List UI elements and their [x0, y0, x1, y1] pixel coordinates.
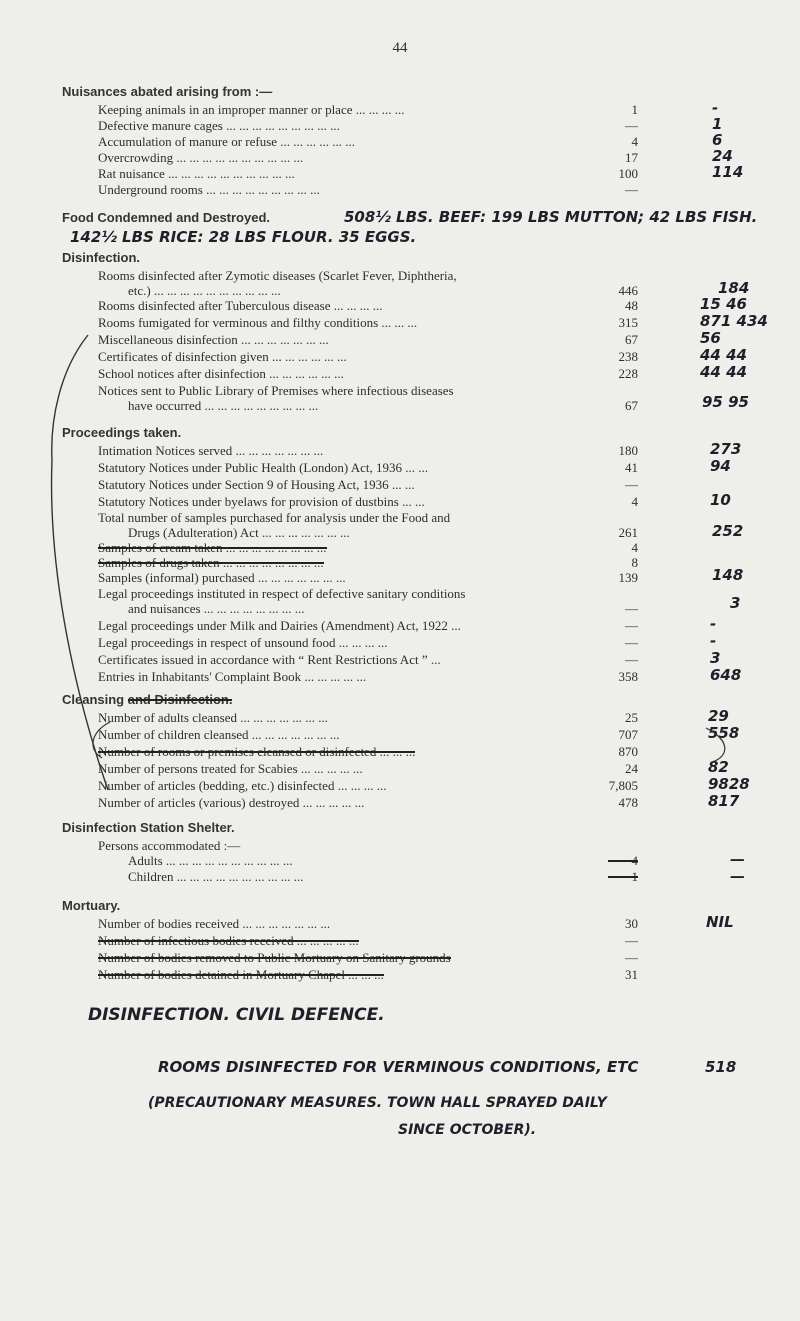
nuisances-heading: Nuisances abated arising from :— — [62, 84, 273, 99]
row-label: Rooms disinfected after Tuberculous disease ... ... ... ... — [98, 298, 383, 313]
row-label: etc.) ... ... ... ... ... ... ... ... ... ... — [128, 283, 281, 298]
handwritten-value: 10 — [710, 491, 731, 509]
printed-value: 4 — [631, 540, 638, 555]
row-label: Notices sent to Public Library of Premises where infectious diseases — [98, 383, 454, 398]
handwritten-value: — — [730, 867, 745, 885]
handwritten-value: - — [710, 615, 717, 633]
printed-value: 4 — [631, 134, 638, 149]
printed-value: — — [625, 477, 638, 492]
handwritten-value: 148 — [712, 566, 744, 584]
printed-value: — — [625, 635, 638, 650]
printed-value: 180 — [618, 443, 638, 458]
row-label: Legal proceedings under Milk and Dairies (Amendment) Act, 1922 ... — [98, 618, 461, 633]
printed-value: 24 — [625, 761, 638, 776]
row-label: Entries in Inhabitants' Complaint Book ... ... ... ... ... — [98, 669, 367, 684]
handwritten-value: 184 — [718, 279, 750, 297]
row-label: Number of bodies received ... ... ... ... ... ... ... — [98, 916, 331, 931]
food-handwritten-line1: 508½ LBS. BEEF: 199 LBS MUTTON; 42 LBS FISH. — [344, 208, 758, 226]
row-label: Samples of cream taken ... ... ... ... ... ... ... ... — [98, 540, 327, 555]
cleansing-heading-struck: and Disinfection. — [127, 692, 233, 707]
printed-value: 478 — [618, 795, 638, 810]
handwritten-value: 6 — [712, 131, 723, 149]
footer-handwritten-value: 518 — [705, 1058, 737, 1076]
handwritten-value: 3 — [730, 594, 741, 612]
footer-handwritten-line3: (PRECAUTIONARY MEASURES. TOWN HALL SPRAYED DAILY — [148, 1095, 607, 1111]
printed-value: 228 — [618, 366, 638, 381]
mortuary-heading: Mortuary. — [62, 898, 121, 913]
handwritten-value: 24 — [712, 147, 733, 165]
printed-value: 1 — [631, 102, 638, 117]
row-label: Samples (informal) purchased ... ... ... ... ... ... ... — [98, 570, 346, 585]
margin-bracket-line — [52, 335, 88, 460]
row-label: Overcrowding ... ... ... ... ... ... ... ... ... ... — [98, 150, 304, 165]
row-label: Number of rooms or premises cleansed or disinfected ... ... ... — [98, 744, 416, 759]
handwritten-value: 1 — [712, 115, 723, 133]
row-label: have occurred ... ... ... ... ... ... ... ... ... — [128, 398, 319, 413]
row-label: Statutory Notices under byelaws for provision of dustbins ... ... — [98, 494, 425, 509]
margin-bracket-line — [93, 722, 110, 758]
row-label: Statutory Notices under Section 9 of Housing Act, 1936 ... ... — [98, 477, 415, 492]
printed-value: 100 — [618, 166, 638, 181]
footer-handwritten-line1: DISINFECTION. CIVIL DEFENCE. — [88, 1005, 385, 1025]
handwritten-value: 817 — [708, 792, 740, 810]
disinfection-heading: Disinfection. — [62, 250, 141, 265]
printed-value: 238 — [618, 349, 638, 364]
footer-handwritten-line2: ROOMS DISINFECTED FOR VERMINOUS CONDITIONS, ETC — [158, 1058, 639, 1076]
row-label: Accumulation of manure or refuse ... ... ... ... ... ... — [98, 134, 356, 149]
page-number: 44 — [392, 40, 408, 56]
handwritten-value: 114 — [712, 163, 744, 181]
printed-value: 358 — [618, 669, 638, 684]
handwritten-value: NIL — [706, 913, 734, 931]
row-label: Keeping animals in an improper manner or place ... ... ... ... — [98, 102, 405, 117]
footer-handwritten-line4: SINCE OCTOBER). — [398, 1122, 537, 1138]
row-label: School notices after disinfection ... ... ... ... ... ... — [98, 366, 344, 381]
row-label: Miscellaneous disinfection ... ... ... ... ... ... ... — [98, 332, 329, 347]
margin-bracket-line — [52, 460, 108, 790]
printed-value: — — [625, 652, 638, 667]
row-label: Number of articles (bedding, etc.) disinfected ... ... ... ... — [98, 778, 387, 793]
handwritten-value: 9828 — [708, 775, 750, 793]
row-label: Defective manure cages ... ... ... ... ... ... ... ... ... — [98, 118, 340, 133]
handwritten-value: — — [730, 850, 745, 868]
printed-value: 7,805 — [608, 778, 638, 793]
row-label: Legal proceedings instituted in respect of defective sanitary conditions — [98, 586, 466, 601]
cleansing-heading-text: Cleansing — [62, 692, 125, 707]
row-label: Number of persons treated for Scabies ... ... ... ... ... — [98, 761, 363, 776]
printed-value: 261 — [618, 525, 638, 540]
printed-value: 8 — [631, 555, 638, 570]
printed-value: 707 — [618, 727, 638, 742]
handwritten-value: 82 — [708, 758, 729, 776]
printed-value: — — [625, 118, 638, 133]
printed-value: — — [625, 618, 638, 633]
printed-value: 31 — [625, 967, 638, 982]
row-label: Number of infectious bodies received ... ... ... ... ... — [98, 933, 359, 948]
printed-value: 4 — [631, 494, 638, 509]
row-label: Intimation Notices served ... ... ... ... ... ... ... — [98, 443, 324, 458]
printed-value: — — [625, 950, 638, 965]
printed-value: — — [625, 933, 638, 948]
food-handwritten-line2: 142½ LBS RICE: 28 LBS FLOUR. 35 EGGS. — [70, 228, 417, 246]
printed-value: 67 — [625, 398, 638, 413]
handwritten-value: 273 — [710, 440, 742, 458]
row-label: Persons accommodated :— — [98, 838, 241, 853]
printed-value: 17 — [625, 150, 638, 165]
handwritten-value: 44 44 — [700, 346, 747, 364]
handwritten-value: 252 — [712, 522, 744, 540]
row-label: Number of adults cleansed ... ... ... ... ... ... ... — [98, 710, 328, 725]
handwritten-value: 29 — [708, 707, 729, 725]
row-label: Number of bodies removed to Public Mortuary on Sanitary grounds — [98, 950, 451, 965]
handwritten-value: 56 — [700, 329, 721, 347]
row-label: Children ... ... ... ... ... ... ... ... ... ... — [128, 869, 304, 884]
handwritten-value: 44 44 — [700, 363, 747, 381]
printed-value: 67 — [625, 332, 638, 347]
handwritten-value: 95 95 — [702, 393, 749, 411]
row-label: Drugs (Adulteration) Act ... ... ... ... ... ... ... — [128, 525, 350, 540]
handwritten-value: - — [712, 99, 719, 117]
handwritten-value: 558 — [708, 724, 740, 742]
row-label: Certificates of disinfection given ... ... ... ... ... ... — [98, 349, 347, 364]
handwritten-value: 15 46 — [700, 295, 747, 313]
row-label: Legal proceedings in respect of unsound food ... ... ... ... — [98, 635, 388, 650]
printed-value: 315 — [618, 315, 638, 330]
shelter-heading: Disinfection Station Shelter. — [62, 820, 235, 835]
row-label: Number of children cleansed ... ... ... ... ... ... ... — [98, 727, 340, 742]
printed-value: 25 — [625, 710, 638, 725]
row-label: Number of bodies detained in Mortuary Chapel ... ... ... — [98, 967, 384, 982]
row-label: Certificates issued in accordance with “ Rent Restrictions Act ” ... — [98, 652, 441, 667]
printed-value: 139 — [618, 570, 638, 585]
row-label: Rat nuisance ... ... ... ... ... ... ... ... ... ... — [98, 166, 295, 181]
printed-value: 1 — [608, 869, 638, 884]
row-label: Number of articles (various) destroyed ... ... ... ... ... — [98, 795, 365, 810]
row-label: Adults ... ... ... ... ... ... ... ... ... ... — [128, 853, 293, 868]
row-label: Underground rooms ... ... ... ... ... ... ... ... ... — [98, 182, 320, 197]
handwritten-value: 648 — [710, 666, 742, 684]
printed-value: — — [625, 182, 638, 197]
printed-value: 446 — [618, 283, 638, 298]
handwritten-value: 3 — [710, 649, 721, 667]
food-heading: Food Condemned and Destroyed. — [62, 210, 271, 225]
row-label: Total number of samples purchased for analysis under the Food and — [98, 510, 451, 525]
handwritten-value: - — [710, 632, 717, 650]
handwritten-value: 94 — [710, 457, 731, 475]
row-label: Rooms fumigated for verminous and filthy conditions ... ... ... — [98, 315, 418, 330]
printed-value: — — [625, 601, 638, 616]
row-label: Rooms disinfected after Zymotic diseases (Scarlet Fever, Diphtheria, — [98, 268, 457, 283]
row-label: Samples of drugs taken ... ... ... ... ... ... ... ... — [98, 555, 324, 570]
handwritten-value: 871 434 — [700, 312, 768, 330]
row-label: Statutory Notices under Public Health (London) Act, 1936 ... ... — [98, 460, 429, 475]
printed-value: 48 — [625, 298, 638, 313]
printed-value: 870 — [618, 744, 638, 759]
printed-value: 4 — [608, 853, 638, 868]
printed-value: 41 — [625, 460, 638, 475]
row-label: and nuisances ... ... ... ... ... ... ... ... — [128, 601, 305, 616]
margin-bracket-line — [706, 728, 725, 762]
printed-value: 30 — [625, 916, 638, 931]
proceedings-heading: Proceedings taken. — [62, 425, 182, 440]
